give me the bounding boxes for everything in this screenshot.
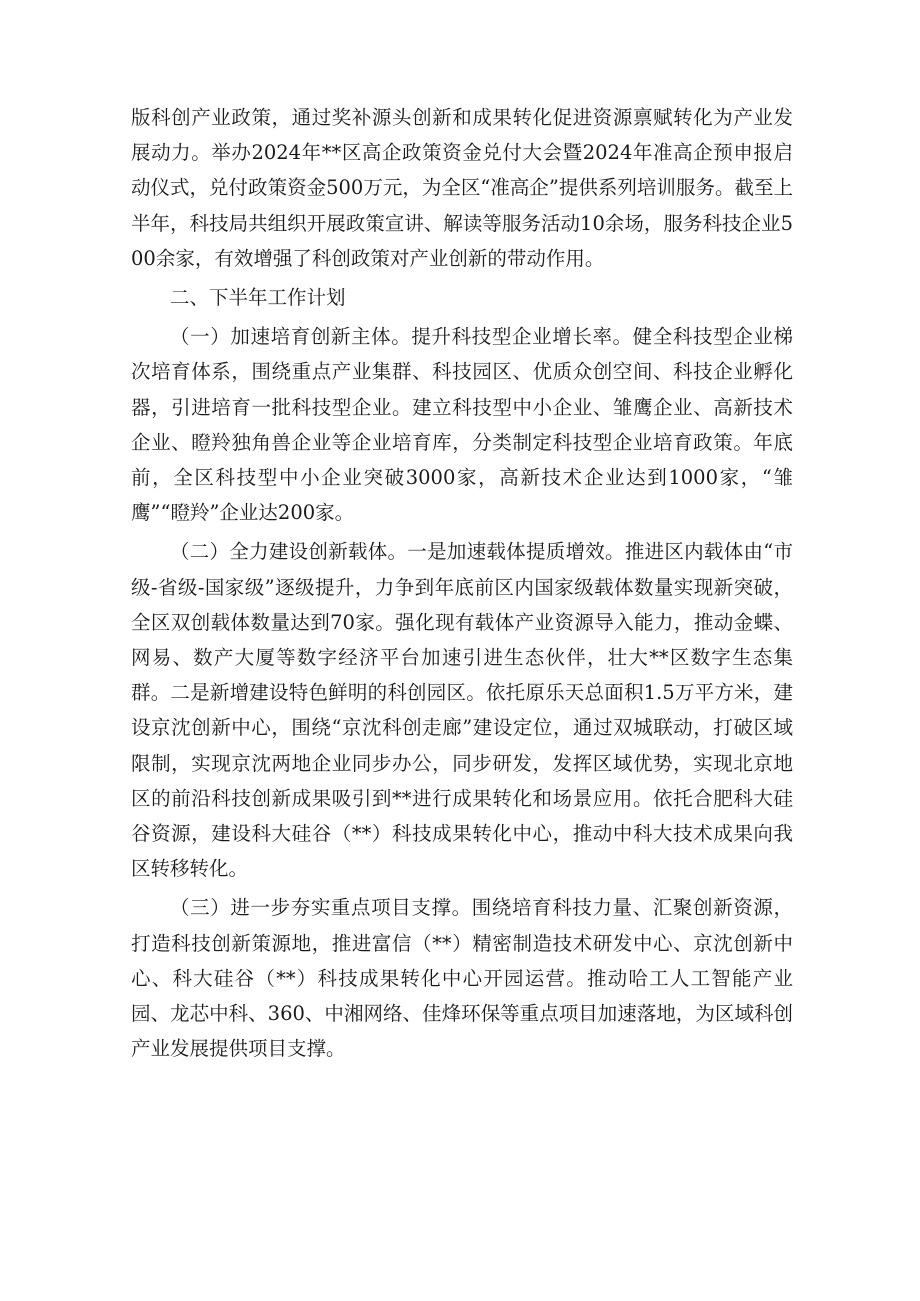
section-heading-work-plan: 二、下半年工作计划 [170,286,346,310]
paragraph-innovation-carriers: （二）全力建设创新载体。一是加速载体提质增效。推进区内载体由“市级-省级-国家级”逐级提升，力争到年底前区内国家级载体数量实现新突破，全区双创载体数量达到70家。强化现有载体产业资源导入能力，推动金蝶、网易、数产大厦等数字经济平台加速引进生态伙伴，壮大**区数字生态集群。二是新增建设特色鲜明的科创园区。依托原乐天总面积1.5万平方米，建设京沈创新中心，围绕“京沈科创走廊”建设定位，通过双城联动，打破区域限制，实现京沈两地企业同步办公，同步研发，发挥区域优势，实现北京地区的前沿科技创新成果吸引到**进行成果转化和场景应用。依托合肥科大硅谷资源，建设科大硅谷（**）科技成果转化中心，推动中科大技术成果向我区转移转化。 [131,540,793,881]
paragraph-policy-summary: 版科创产业政策，通过奖补源头创新和成果转化促进资源禀赋转化为产业发展动力。举办2024年**区高企政策资金兑付大会暨2024年准高企预申报启动仪式，兑付政策资金500万元，为全区“准高企”提供系列培训服务。截至上半年，科技局共组织开展政策宣讲、解读等服务活动10余场，服务科技企业500余家，有效增强了科创政策对产业创新的带动作用。 [131,106,793,270]
document-body [131,100,793,1066]
paragraph-key-projects: （三）进一步夯实重点项目支撑。围绕培育科技力量、汇聚创新资源，打造科技创新策源地，推进富信（**）精密制造技术研发中心、京沈创新中心、科大硅谷（**）科技成果转化中心开园运营。推动哈工人工智能产业园、龙芯中科、360、中湘网络、佳烽环保等重点项目加速落地，为区域科创产业发展提供项目支撑。 [131,896,793,1061]
paragraph-innovation-entities: （一）加速培育创新主体。提升科技型企业增长率。健全科技型企业梯次培育体系，围绕重点产业集群、科技园区、优质众创空间、科技企业孵化器，引进培育一批科技型企业。建立科技型中小企业、雏鹰企业、高新技术企业、瞪羚独角兽企业等企业培育库，分类制定科技型企业培育政策。年底前，全区科技型中小企业突破3000家，高新技术企业达到1000家，“雏鹰”“瞪羚”企业达200家。 [131,325,793,525]
